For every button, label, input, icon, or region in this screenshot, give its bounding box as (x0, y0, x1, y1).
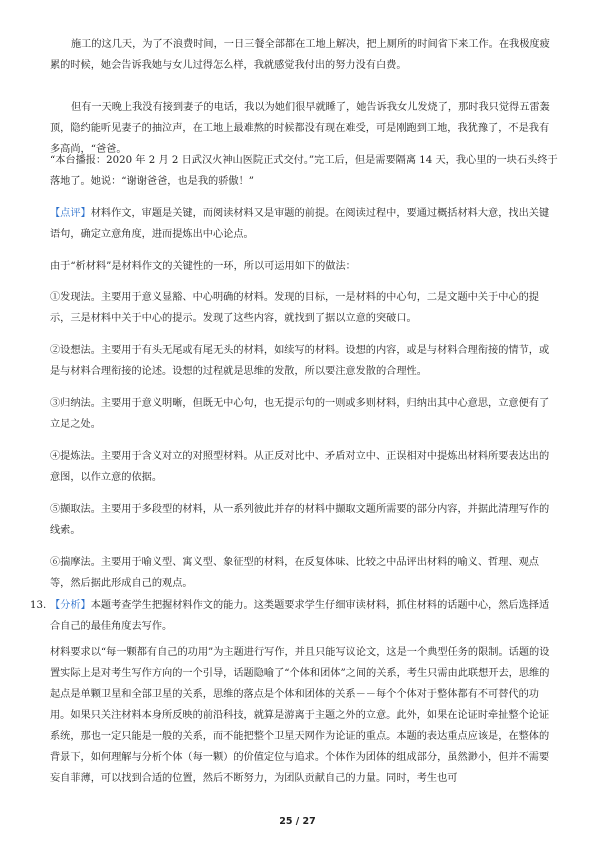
analysis-paragraph (50, 595, 558, 637)
method-item: ①发现法。主要用于意义显豁、中心明确的材料。发现的目标，一是材料的中心句，二是文题中关于中心的提示，三是材料中关于中心的提示。发现了这些内容，就找到了据以立意的突破口。 (50, 292, 539, 324)
method-item: ④提炼法。主要用于含义对立的对照型材料。从正反对比中、矛盾对立中、正误相对中提炼出材料所要表达出的意图，以作立意的依据。 (50, 451, 550, 483)
comment-paragraph (50, 203, 558, 245)
paragraph: “本台播报：2020 年 2 月 2 日武汉火神山医院正式交付。”完工后，但是需要隔离 14 天，我心里的一块石头终于落地了。她说：“谢谢爸爸，也是我的骄傲！” (50, 155, 558, 187)
page-number: 25 / 27 (279, 816, 316, 827)
paragraph: 材料要求以“每一颗都有自己的功用”为主题进行写作，并且只能写议论文，这是一个典型任务的限制。话题的设置实际上是对考生写作方向的一个引导，话题隐喻了“个体和团体”之间的关系，考生只需由此联想开去，思维的起点是单颗卫星和全部卫星的关系，思维的落点是个体和团体的关系－－每个个体对于整体都有不可替代的功用。如果只关注材料本身所反映的前沿科技，就算是游离于主题之外的立意。此外，如果在论证时牵扯整个论证系统，那也一定只能是一般的关系，而不能把整个卫星天网作为论证的重点。本题的表达重点应该是，在整体的背景下，如何理解与分析个体（每一颗）的价值定位与追求。个体作为团体的组成部分，虽然渺小，但并不需要妄自菲薄，可以找到合适的位置，然后不断努力，为团队贡献自己的力量。同时，考生也可 (50, 647, 550, 784)
method-item: ②设想法。主要用于有头无尾或有尾无头的材料，如续写的材料。设想的内容，或是与材料合理衔接的情节，或是与材料合理衔接的论述。设想的过程就是思维的发散，所以要注意发散的合理性。 (50, 345, 550, 377)
analysis-tag: 【分析】 (50, 600, 91, 611)
comment-text: 材料作文，审题是关键，而阅读材料又是审题的前提。在阅读过程中，要通过概括材料大意，找出关键语句，确定立意角度，进而提炼出中心论点。 (50, 208, 550, 240)
comment-tag: 【点评】 (50, 208, 91, 219)
method-item: ③归纳法。主要用于意义明晰，但既无中心句，也无提示句的一则或多则材料，归纳出其中心意思，立意便有了立足之处。 (50, 398, 550, 430)
method-item: ⑥揣摩法。主要用于喻义型、寓义型、象征型的材料，在反复体味、比较之中品评出材料的喻义、哲理、观点等，然后据此形成自己的观点。 (50, 557, 539, 589)
question-number: 13. (30, 600, 47, 611)
analysis-text: 本题考查学生把握材料作文的能力。这类题要求学生仔细审读材料，抓住材料的话题中心，然后选择适合自己的最佳角度去写作。 (50, 600, 550, 632)
paragraph: 但有一天晚上我没有接到妻子的电话，我以为她们很早就睡了，她告诉我女儿发烧了，那时我只觉得五雷轰顶，隐约能听见妻子的抽泣声，在工地上最难熬的时候都没有现在难受，可是刚跑到工地，我犹豫了，不是我有多高尚，“爸爸。 (50, 102, 550, 155)
method-item: ⑤撷取法。主要用于多段型的材料，从一系列彼此并存的材料中撷取文题所需要的部分内容，并据此清理写作的线索。 (50, 504, 550, 536)
paragraph: 由于“析材料”是材料作文的关键性的一环，所以可运用如下的做法： (50, 261, 356, 272)
paragraph: 施工的这几天，为了不浪费时间，一日三餐全部都在工地上解决，把上厕所的时间省下来工作。在我极度疲累的时候，她会告诉我她与女儿过得怎么样，我就感觉我付出的努力没有白费。 (50, 39, 550, 71)
